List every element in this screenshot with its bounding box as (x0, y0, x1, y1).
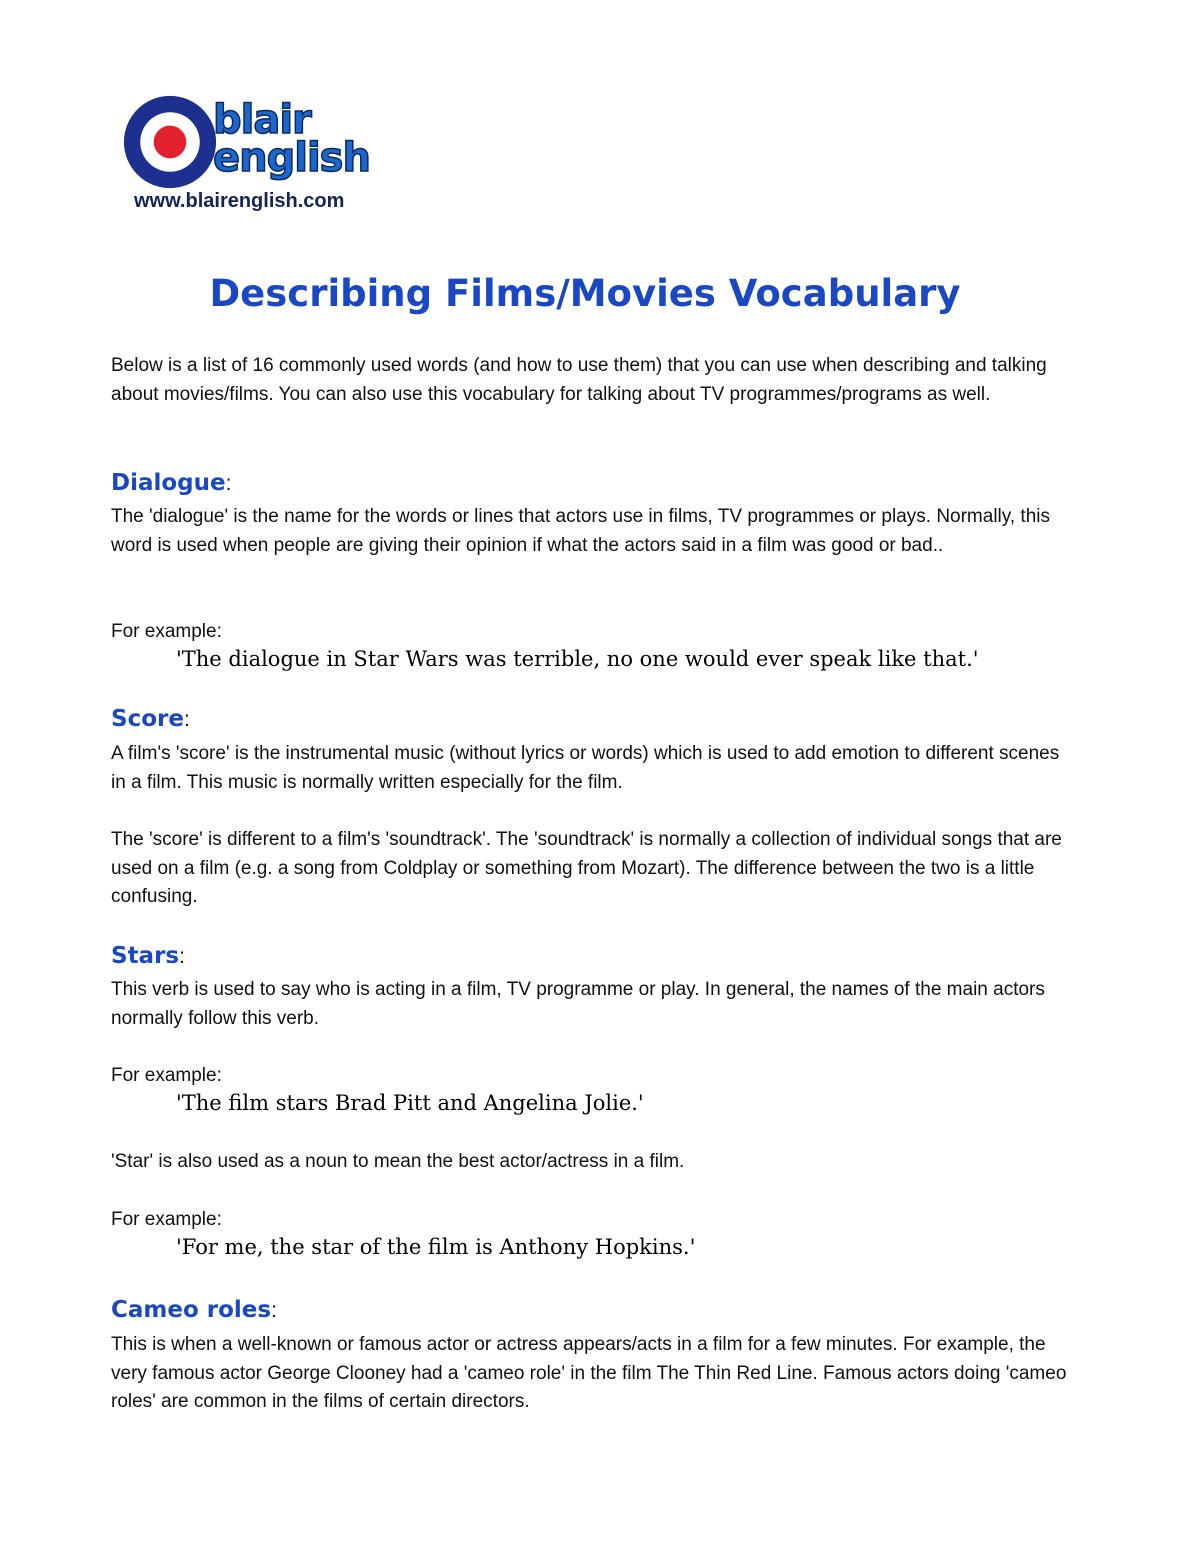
dialogue-example-label: For example: (111, 621, 222, 642)
logo-word-english: english (213, 135, 370, 181)
dialogue-paragraph: The 'dialogue' is the name for the words or lines that actors use in films, TV programmes or plays. Normally, this word is used when people are giving their opinion if what the actors said in a film was good or bad.. (111, 506, 1050, 556)
heading-cameo-roles (111, 1297, 277, 1323)
heading-score-text: Score (111, 706, 184, 732)
score-paragraph-1: A film's 'score' is the instrumental music (without lyrics or words) which is used to add emotion to different scenes in a film. This music is normally written especially for the film. (111, 743, 1060, 793)
stars-example-2: 'For me, the star of the film is Anthony Hopkins.' (176, 1235, 696, 1259)
logo-word-blair: blair (213, 97, 311, 143)
score-paragraph-2: The 'score' is different to a film's 'soundtrack'. The 'soundtrack' is normally a collection of individual songs that are used on a film (e.g. a song from Coldplay or something from Mozart). The difference between the two is a little confusing. (111, 829, 1062, 908)
stars-example-label-2: For example: (111, 1209, 222, 1230)
stars-example-label: For example: (111, 1065, 222, 1086)
heading-colon: : (183, 708, 190, 731)
heading-cameo-roles-text: Cameo roles (111, 1297, 272, 1323)
stars-paragraph-2: 'Star' is also used as a noun to mean the best actor/actress in a film. (111, 1151, 685, 1172)
heading-colon: : (179, 945, 185, 968)
blair-english-logo (118, 86, 398, 216)
heading-dialogue (111, 470, 231, 496)
intro-paragraph: Below is a list of 16 commonly used words (and how to use them) that you can use when describing and talking about movies/films. You can also use this vocabulary for talking about TV programmes/programs as well. (111, 355, 1047, 405)
heading-colon: : (225, 472, 232, 495)
heading-score (111, 706, 190, 732)
logo-url[interactable]: www.blairenglish.com (134, 190, 345, 212)
cameo-roles-paragraph: This is when a well-known or famous actor or actress appears/acts in a film for a few minutes. For example, the very famous actor George Clooney had a 'cameo role' in the film The Thin Red Line. Famous actors doing 'cameo roles' are common in the films of certain directors. (111, 1334, 1067, 1413)
roundel-icon (122, 94, 218, 190)
dialogue-example: 'The dialogue in Star Wars was terrible, no one would ever speak like that.' (176, 647, 979, 671)
heading-stars-text: Stars (111, 943, 180, 969)
heading-stars (111, 943, 185, 969)
page-title: Describing Films/Movies Vocabulary (209, 272, 961, 315)
stars-example: 'The film stars Brad Pitt and Angelina Jolie.' (176, 1091, 644, 1115)
heading-dialogue-text: Dialogue (111, 470, 226, 496)
heading-colon: : (271, 1299, 277, 1322)
stars-paragraph-1: This verb is used to say who is acting in a film, TV programme or play. In general, the names of the main actors normally follow this verb. (111, 979, 1045, 1029)
roundel-red-center (154, 126, 187, 159)
